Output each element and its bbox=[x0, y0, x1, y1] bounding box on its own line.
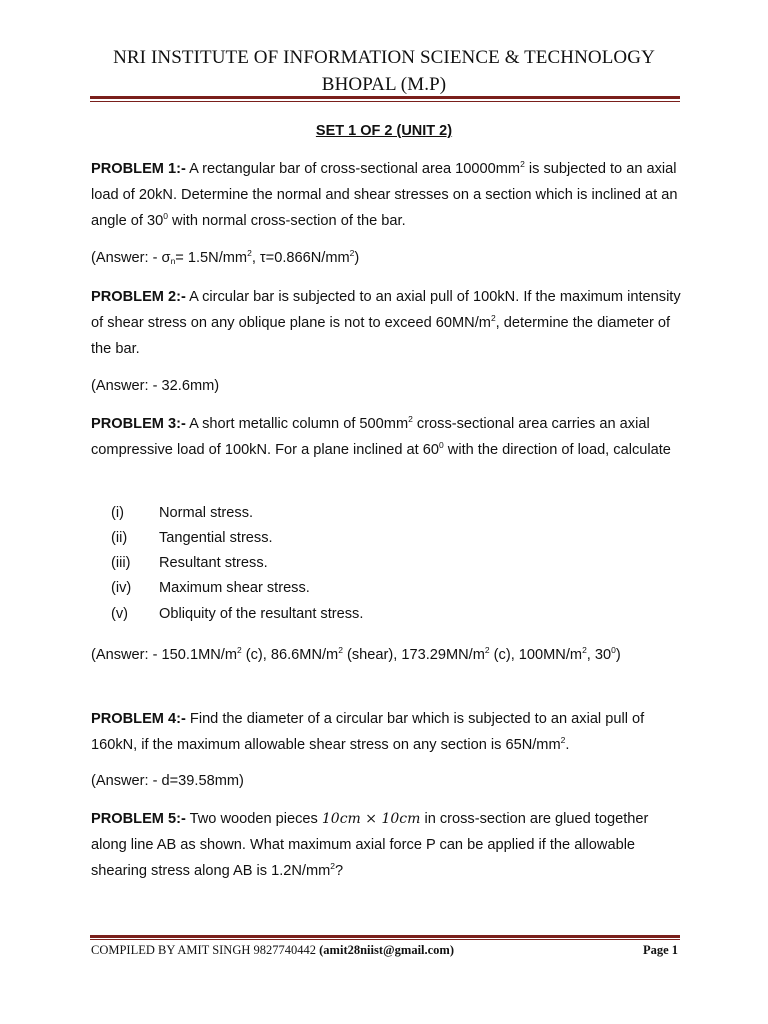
problem-label: PROBLEM 2:- bbox=[91, 289, 186, 305]
problem-label: PROBLEM 4:- bbox=[91, 711, 186, 727]
problem-1: PROBLEM 1:- A rectangular bar of cross-sectional area $10000mm^2$ is subjected to an axial load of 20kN. Determine the normal and shear stresses on a section which is inclined at an angle of $30^0$ with normal cross-section of the bar. bbox=[91, 159, 678, 229]
footer-email: (amit28niist@gmail.com) bbox=[319, 943, 455, 957]
problem-2: PROBLEM 2:- A circular bar is subjected to an axial pull of 100kN. If the maximum intensity of shear stress on any oblique plane is not to exceed $60MN/m^2$, determine the diameter of the bar. bbox=[91, 289, 681, 357]
page-number: Page 1 bbox=[642, 943, 678, 957]
problem-label: PROBLEM 3:- bbox=[91, 416, 186, 432]
header-rule-thick bbox=[90, 96, 680, 99]
list-item: (iv) Maximum shear stress. bbox=[111, 580, 310, 596]
problem-3: PROBLEM 3:- A short metallic column of $500mm^2$ cross-sectional area carries an axial compressive load of 100kN. For a plane inclined at $60^0$ with the direction of load, calculate bbox=[91, 414, 671, 458]
problem-label: PROBLEM 5:- bbox=[91, 811, 186, 827]
set-title: SET 1 OF 2 (UNIT 2) bbox=[315, 123, 453, 139]
problem-label: PROBLEM 1:- bbox=[91, 161, 186, 177]
answer-2: (Answer: - 32.6mm) bbox=[91, 378, 220, 394]
list-item: (v) Obliquity of the resultant stress. bbox=[111, 606, 364, 622]
list-item: (ii) Tangential stress. bbox=[111, 530, 273, 546]
footer-rule-thin bbox=[90, 939, 680, 940]
list-item: (i) Normal stress. bbox=[111, 505, 254, 521]
answer-3: (Answer: - $150.1MN/m^2$ (c), $86.6MN/m^2$ (shear), $173.29MN/m^2$ (c), $100MN/m^2$, $30^0$) bbox=[91, 645, 621, 663]
institute-location: BHOPAL (M.P) bbox=[321, 74, 447, 95]
list-item: (iii) Resultant stress. bbox=[111, 555, 268, 571]
footer-credit: COMPILED BY AMIT SINGH 9827740442 (amit28niist@gmail.com) bbox=[91, 943, 455, 957]
problem-5: PROBLEM 5:- Two wooden pieces 10cm × 10cm in cross-section are glued together along line AB as shown. What maximum axial force P can be applied if the allowable shearing stress along AB is $1.2N/mm^2$? bbox=[91, 811, 649, 879]
math-expression: 10cm × 10cm bbox=[321, 811, 421, 827]
footer-rule-thick bbox=[90, 935, 680, 938]
answer-4: (Answer: - d=39.58mm) bbox=[91, 773, 244, 789]
institute-name: NRI INSTITUTE OF INFORMATION SCIENCE & TECHNOLOGY bbox=[113, 47, 655, 68]
header-rule-thin bbox=[90, 101, 680, 102]
answer-1: (Answer: - $\sigma_n= 1.5N/mm^2$, $\tau=0.866N/mm^2$) bbox=[91, 248, 360, 266]
problem-4: PROBLEM 4:- Find the diameter of a circular bar which is subjected to an axial pull of 160kN, if the maximum allowable shear stress on any section is $65N/mm^2$. bbox=[91, 711, 645, 753]
